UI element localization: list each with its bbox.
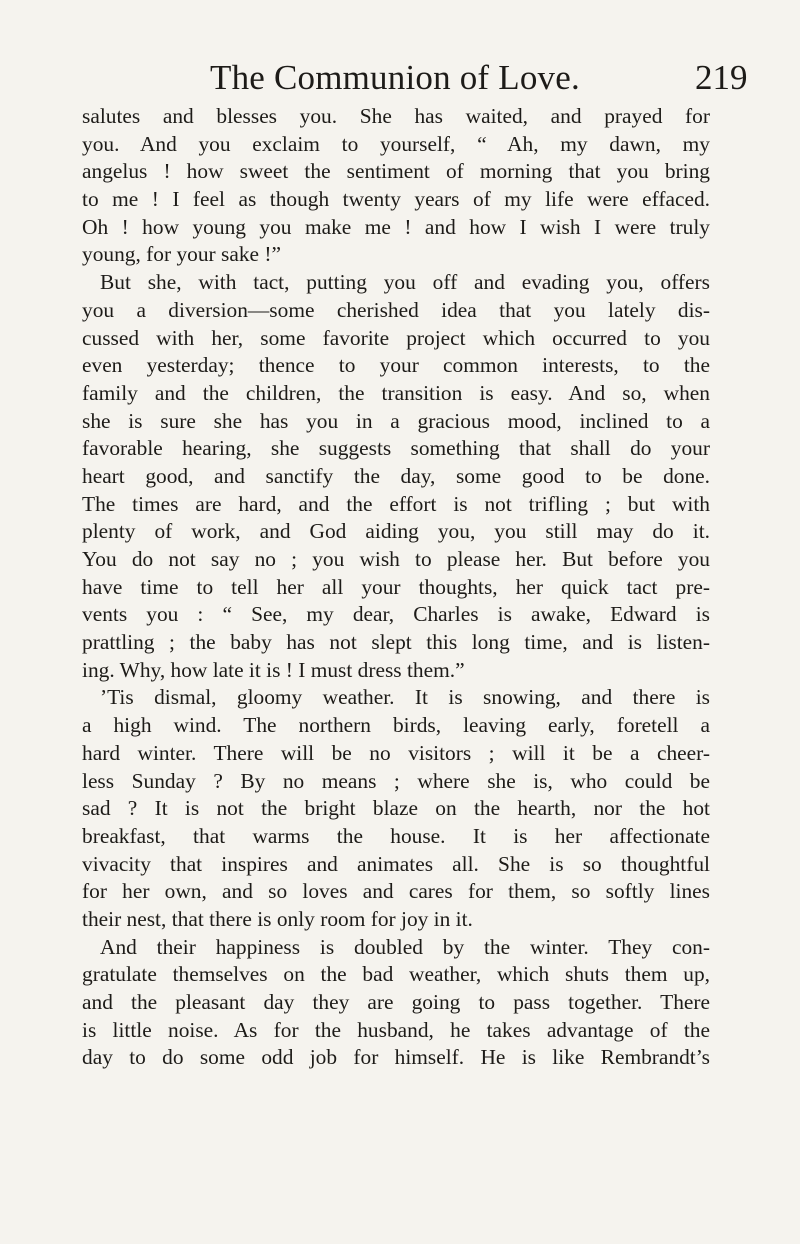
text-line: young, for your sake !” xyxy=(82,242,281,267)
text-line: heart good, and sanctify the day, some good to be done. xyxy=(82,463,710,488)
text-line: and the pleasant day they are going to pass together. There xyxy=(82,990,710,1014)
text-line: she is sure she has you in a gracious mood, inclined to a xyxy=(82,408,710,433)
text-line: salutes and blesses you. She has waited, and prayed for xyxy=(82,104,710,128)
text-line: prattling ; the baby has not slept this long time, and is listen- xyxy=(82,630,710,655)
text-line: favorable hearing, she suggests something that shall do your xyxy=(82,436,710,461)
text-line: And their happiness is doubled by the winter. They con- xyxy=(100,934,710,959)
page-number: 219 xyxy=(695,58,748,97)
text-line: a high wind. The northern birds, leaving early, foretell a xyxy=(82,713,710,738)
text-line: you. And you exclaim to yourself, “ Ah, my dawn, my xyxy=(82,131,710,156)
text-line: gratulate themselves on the bad weather, which shuts them up, xyxy=(82,962,710,987)
text-line: vents you : “ See, my dear, Charles is awake, Edward is xyxy=(82,602,710,627)
text-line: But she, with tact, putting you off and evading you, offers xyxy=(100,270,710,295)
text-line: cussed with her, some favorite project which occurred to you xyxy=(82,325,710,350)
text-line: for her own, and so loves and cares for them, so softly lines xyxy=(82,879,710,904)
text-line: have time to tell her all your thoughts, her quick tact pre- xyxy=(82,574,710,599)
text-line: is little noise. As for the husband, he takes advantage of the xyxy=(82,1017,710,1042)
text-line: plenty of work, and God aiding you, you still may do it. xyxy=(82,519,710,544)
text-line: ing. Why, how late it is ! I must dress them.” xyxy=(82,657,465,682)
text-line: vivacity that inspires and animates all. She is so thoughtful xyxy=(82,851,710,876)
text-line: Oh ! how young you make me ! and how I wish I were truly xyxy=(82,214,710,239)
text-line: you a diversion—some cherished idea that you lately dis- xyxy=(82,297,710,322)
text-line: sad ? It is not the bright blaze on the hearth, nor the hot xyxy=(82,796,710,821)
text-line: angelus ! how sweet the sentiment of morning that you bring xyxy=(82,159,710,184)
text-line: less Sunday ? By no means ; where she is, who could be xyxy=(82,768,710,793)
text-line: their nest, that there is only room for joy in it. xyxy=(82,906,473,931)
text-line: The times are hard, and the effort is not trifling ; but with xyxy=(82,491,710,516)
text-line: You do not say no ; you wish to please her. But before you xyxy=(82,547,710,571)
text-line: day to do some odd job for himself. He is like Rembrandt’s xyxy=(82,1045,710,1070)
text-line: hard winter. There will be no visitors ; will it be a cheer- xyxy=(82,740,710,765)
text-line: even yesterday; thence to your common interests, to the xyxy=(82,353,710,378)
running-title: The Communion of Love. xyxy=(210,58,580,97)
text-line: to me ! I feel as though twenty years of my life were effaced. xyxy=(82,187,710,212)
text-line: breakfast, that warms the house. It is her affectionate xyxy=(82,823,710,848)
text-line: ’Tis dismal, gloomy weather. It is snowing, and there is xyxy=(100,685,710,710)
page-body-text xyxy=(82,103,710,1072)
text-line: family and the children, the transition is easy. And so, when xyxy=(82,380,710,405)
